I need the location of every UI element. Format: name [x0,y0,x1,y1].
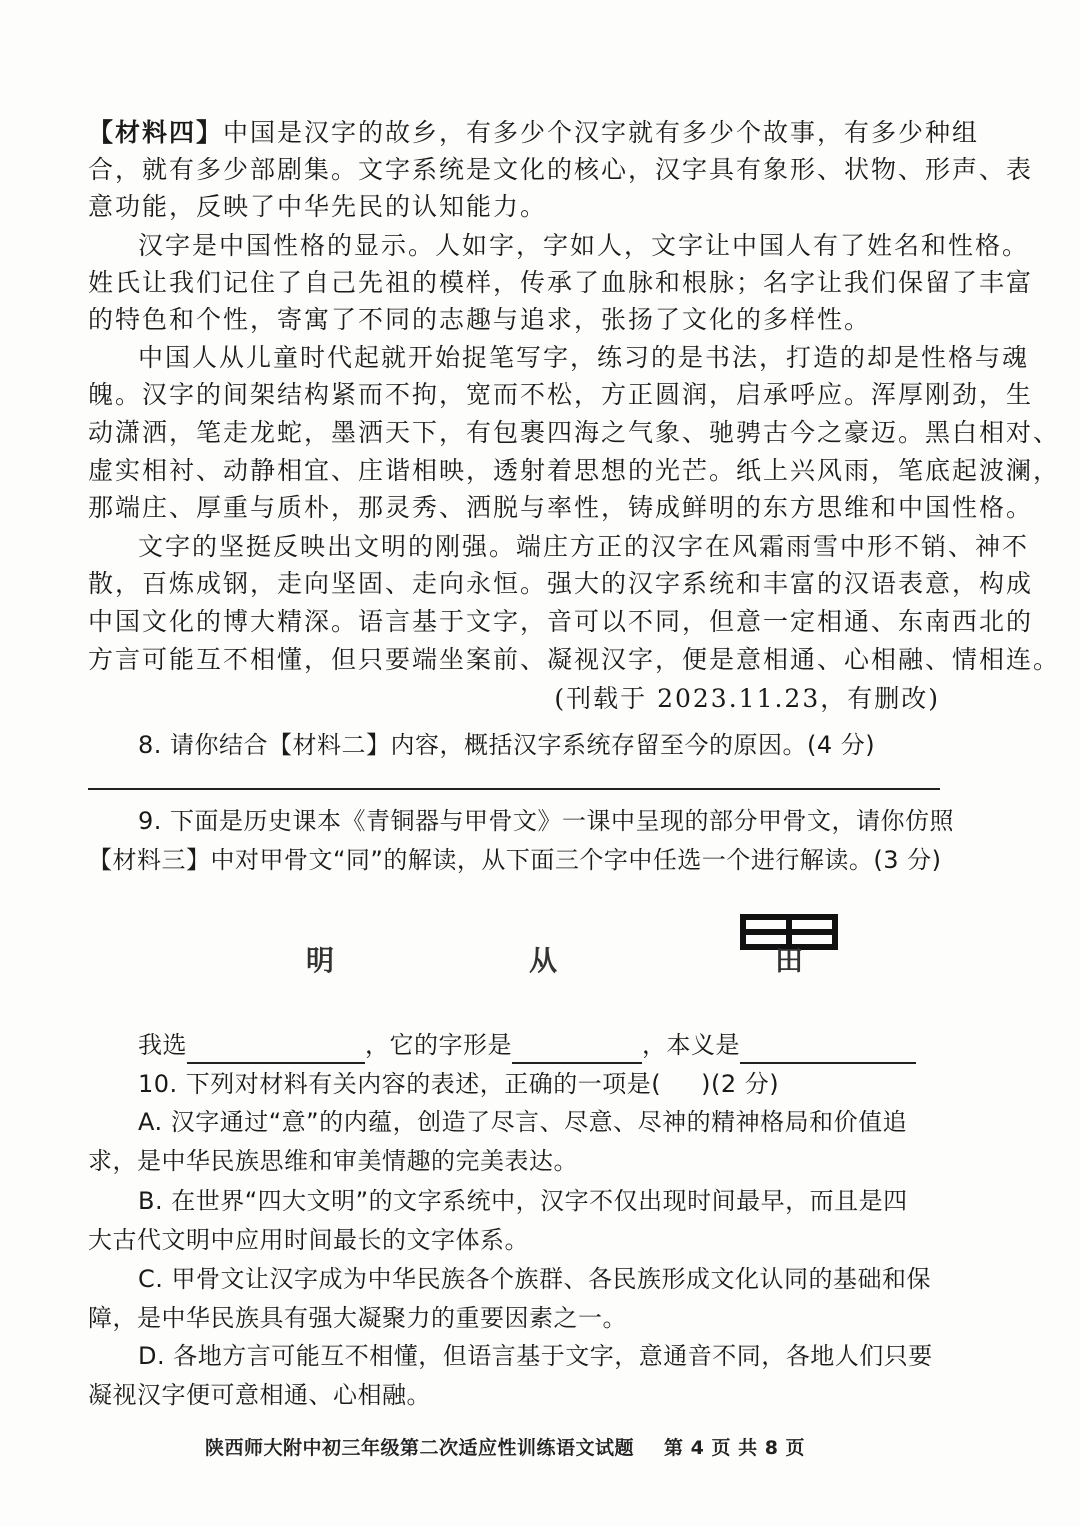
character-ming: 明 [305,944,334,977]
material4-line-5: 姓氏让我们记住了自己先祖的模样，传承了血脉和根脉；名字让我们保留了丰富 [88,268,1034,297]
material4-source: (刊载于 2023.11.23，有删改) [554,684,940,713]
page-footer [205,1433,845,1460]
question-9-line-2: 【材料三】中对甲骨文“同”的解读，从下面三个字中任选一个进行解读。(3 分) [88,846,942,874]
material4-line-14: 中国文化的博大精深。语言基于文字，音可以不同，但意一定相通、东南西北的 [88,607,1034,636]
option-b-line-1: B. 在世界“四大文明”的文字系统中，汉字不仅出现时间最早，而且是四 [138,1187,908,1215]
option-c-line-2: 障，是中华民族具有强大凝聚力的重要因素之一。 [88,1304,627,1332]
option-a-line-1: A. 汉字通过“意”的内蕴，创造了尽言、尽意、尽神的精神格局和价值追 [138,1108,908,1136]
option-a-line-2: 求，是中华民族思维和审美情趣的完美表达。 [88,1147,578,1175]
material4-line-3: 意功能，反映了中华先民的认知能力。 [88,192,548,221]
question-10: 10. 下列对材料有关内容的表述，正确的一项是( )(2 分) [138,1070,780,1098]
option-c-line-1: C. 甲骨文让汉字成为中华民族各个族群、各民族形成文化认同的基础和保 [138,1265,932,1293]
question-9-line-1: 9. 下面是历史课本《青铜器与甲骨文》一课中呈现的部分甲骨文，请你仿照 [138,807,955,835]
material4-line-12: 文字的坚挺反映出文明的刚强。端庄方正的汉字在风霜雨雪中形不销、神不 [138,532,1030,561]
material4-line-10: 虚实相衬、动静相宜、庄谐相映，透射着思想的光芒。纸上兴风雨，笔底起波澜， [88,456,1061,485]
blank-choice[interactable] [187,1036,365,1064]
material4-line-7: 中国人从儿童时代起就开始捉笔写字，练习的是书法，打造的却是性格与魂 [138,343,1030,372]
option-d-line-1: D. 各地方言可能互不相懂，但语言基于文字，意通音不同，各地人们只要 [138,1342,933,1370]
material4-line-2: 合，就有多少部剧集。文字系统是文化的核心，汉字具有象形、状物、形声、表 [88,155,1034,184]
option-b-line-2: 大古代文明中应用时间最长的文字体系。 [88,1226,529,1254]
material4-line-9: 动潇洒，笔走龙蛇，墨洒天下，有包裹四海之气象、驰骋古今之豪迈。黑白相对、 [88,418,1061,447]
answer-line-q8 [88,788,940,790]
option-d-line-2: 凝视汉字便可意相通、心相融。 [88,1381,431,1409]
question-8: 8. 请你结合【材料二】内容，概括汉字系统存留至今的原因。(4 分) [138,731,876,759]
material4-line-6: 的特色和个性，寄寓了不同的志趣与追求，张扬了文化的多样性。 [88,305,872,334]
question-9-fill-line: 我选 ，它的字形是 ，本义是 [138,1027,940,1064]
material4-line-8: 魄。汉字的间架结构紧而不拘，宽而不松，方正圆润，启承呼应。浑厚刚劲，生 [88,380,1034,409]
material4-line-11: 那端庄、厚重与质朴，那灵秀、洒脱与率性，铸成鲜明的东方思维和中国性格。 [88,493,1034,522]
material4-line-4: 汉字是中国性格的显示。人如字，字如人，文字让中国人有了姓名和性格。 [138,231,1030,260]
character-tian: 田 [774,944,803,977]
material4-line-1: 【材料四】中国是汉字的故乡，有多少个汉字就有多少个故事，有多少种组 [88,118,980,147]
blank-shape[interactable] [512,1036,642,1064]
material4-heading: 【材料四】 [88,118,224,147]
footer-school: 陕西师大附中初三年级第二次适应性训练语文试题 [205,1437,635,1459]
blank-meaning[interactable] [740,1036,916,1064]
material4-line-15: 方言可能互不相懂，但只要端坐案前、凝视汉字，便是意相通、心相融、情相连。 [88,645,1061,674]
footer-page-number: 第 4 页 共 8 页 [664,1437,806,1459]
character-cong: 从 [528,944,557,977]
material4-line-13: 散，百炼成钢，走向坚固、走向永恒。强大的汉字系统和丰富的汉语表意，构成 [88,569,1034,598]
